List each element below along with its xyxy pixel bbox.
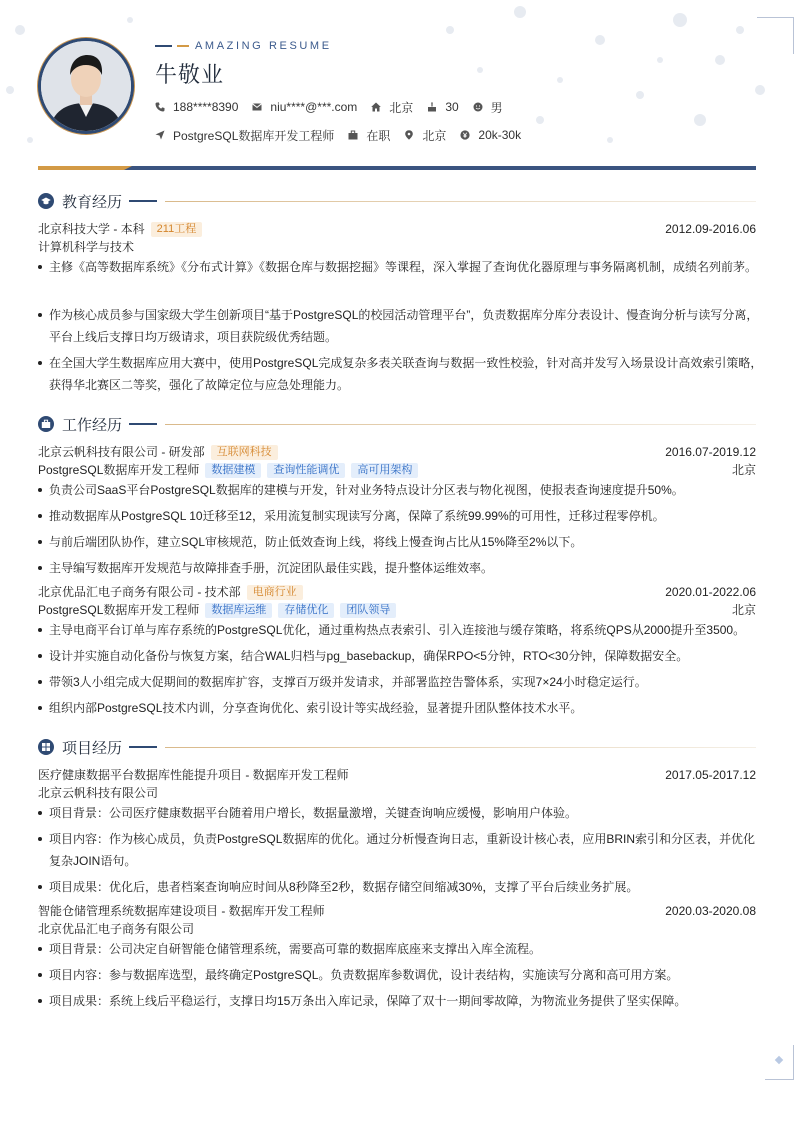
briefcase-icon xyxy=(348,130,358,140)
skill-tag: 数据建模 xyxy=(205,463,261,478)
education-date: 2012.09-2016.06 xyxy=(665,222,756,236)
section-title: 教育经历 xyxy=(62,193,123,211)
project-company: 北京云帆科技有限公司 xyxy=(38,786,159,800)
project-date: 2020.03-2020.08 xyxy=(665,904,756,918)
project-bullet: 项目成果：系统上线后平稳运行，支撑日均15万条出入库记录，保障了双十一期间零故障，为物流业务提供了坚实保障。 xyxy=(38,990,763,1012)
project-bullet: 项目背景：公司医疗健康数据平台随着用户增长，数据量激增，关键查询响应缓慢，影响用户体验。 xyxy=(38,802,763,824)
candidate-name: 牛敬业 xyxy=(155,62,225,87)
industry-tag: 电商行业 xyxy=(247,585,303,600)
work-entry-header xyxy=(38,444,756,460)
home-icon xyxy=(371,102,381,112)
project-bullet: 项目成果：优化后，患者档案查询响应时间从8秒降至2秒，数据存储空间缩减30%，支撑了平台后续业务扩展。 xyxy=(38,876,763,898)
header-divider-accent xyxy=(38,166,132,170)
work-bullet: 主导编写数据库开发规范与故障排查手册，沉淀团队最佳实践，提升整体运维效率。 xyxy=(38,557,763,579)
target-position-item: PostgreSQL数据库开发工程师 xyxy=(155,127,334,144)
project-company: 北京优品汇电子商务有限公司 xyxy=(38,922,195,936)
header-divider xyxy=(124,166,756,170)
work-bullet: 负责公司SaaS平台PostgreSQL数据库的建模与开发，针对业务特点设计分区表与物化视图，使报表查询速度提升50%。 xyxy=(38,479,763,501)
education-bullet: 作为核心成员参与国家级大学生创新项目“基于PostgreSQL的校园活动管理平台”，负责数据库分库分表设计、慢查询分析与读写分离，平台上线后支撑日均万级请求，项目获院级优秀结题。 xyxy=(38,304,763,348)
work-date: 2016.07-2019.12 xyxy=(665,445,756,459)
phone-item: 188****8390 xyxy=(155,100,238,114)
education-bullet: 主修《高等数据库系统》《分布式计算》《数据仓库与数据挖掘》等课程，深入掌握了查询优化器原理与事务隔离机制，成绩名列前茅。 xyxy=(38,256,763,278)
section-title: 工作经历 xyxy=(62,416,123,434)
project-section-header xyxy=(38,737,756,757)
email-item: niu****@***.com xyxy=(252,100,357,114)
face-icon xyxy=(473,102,483,112)
work-entry-header xyxy=(38,584,756,600)
job-status-item: 在职 xyxy=(348,127,390,144)
skill-tag: 数据库运维 xyxy=(205,603,272,618)
send-icon xyxy=(155,130,165,140)
work-bullet: 推动数据库从PostgreSQL 10迁移至12，采用流复制实现读写分离，保障了系统99.99%的可用性，迁移过程零停机。 xyxy=(38,505,763,527)
grid-icon xyxy=(38,739,54,755)
education-bullet: 在全国大学生数据库应用大赛中，使用PostgreSQL完成复杂多表关联查询与数据一致性校验，针对高并发写入场景设计高效索引策略，获得华北赛区二等奖，强化了故障定位与应急处理能力。 xyxy=(38,352,763,396)
graduation-cap-icon xyxy=(38,193,54,209)
major: 计算机科学与技术 xyxy=(38,240,135,254)
work-bullet: 主导电商平台订单与库存系统的PostgreSQL优化，通过重构热点表索引、引入连接池与缓存策略，将系统QPS从2000提升至3500。 xyxy=(38,619,763,641)
job-info-row xyxy=(155,126,535,144)
project-entry-header xyxy=(38,767,756,783)
target-city-item: 北京 xyxy=(404,127,446,144)
hometown-item: 北京 xyxy=(371,99,413,116)
mail-icon xyxy=(252,102,262,112)
work-date: 2020.01-2022.06 xyxy=(665,585,756,599)
project-date: 2017.05-2017.12 xyxy=(665,768,756,782)
project-entry-header xyxy=(38,903,756,919)
work-city: 北京 xyxy=(731,463,756,477)
phone-icon xyxy=(155,102,165,112)
work-role-line xyxy=(38,602,756,618)
company-name: 北京云帆科技有限公司 - 研发部 xyxy=(38,445,205,459)
location-pin-icon xyxy=(404,130,414,140)
school-name: 北京科技大学 - 本科 xyxy=(38,222,145,236)
brand-text: AMAZING RESUME xyxy=(195,40,332,52)
school-tag: 211工程 xyxy=(151,222,203,237)
corner-ornament-top xyxy=(757,17,794,54)
skill-tag: 查询性能调优 xyxy=(267,463,345,478)
skill-tag: 高可用架构 xyxy=(351,463,418,478)
work-role-line xyxy=(38,462,756,478)
industry-tag: 互联网科技 xyxy=(211,445,278,460)
work-bullet: 与前后端团队协作，建立SQL审核规范，防止低效查询上线，将线上慢查询占比从15%降至2%以下。 xyxy=(38,531,763,553)
cake-icon xyxy=(427,102,437,112)
contact-info-row xyxy=(155,98,517,116)
skill-tag: 存储优化 xyxy=(278,603,334,618)
project-bullet: 项目内容：参与数据库选型，最终确定PostgreSQL。负责数据库参数调优，设计表结构，实施读写分离和高可用方案。 xyxy=(38,964,763,986)
project-title: 医疗健康数据平台数据库性能提升项目 - 数据库开发工程师 xyxy=(38,768,349,782)
section-title: 项目经历 xyxy=(62,739,123,757)
salary-item: 20k-30k xyxy=(460,128,521,142)
work-section-header xyxy=(38,414,756,434)
work-city: 北京 xyxy=(731,603,756,617)
work-bullet: 带领3人小组完成大促期间的数据库扩容，支撑百万级并发请求，并部署监控告警体系，实现7×24小时稳定运行。 xyxy=(38,671,763,693)
salary-icon xyxy=(460,130,470,140)
brand-tagline xyxy=(155,39,332,53)
gender-item: 男 xyxy=(473,99,503,116)
skill-tag: 团队领导 xyxy=(340,603,396,618)
project-bullet: 项目内容：作为核心成员，负责PostgreSQL数据库的优化。通过分析慢查询日志，重新设计核心表，应用BRIN索引和分区表，并优化复杂JOIN语句。 xyxy=(38,828,763,872)
project-title: 智能仓储管理系统数据库建设项目 - 数据库开发工程师 xyxy=(38,904,325,918)
job-title: PostgreSQL数据库开发工程师 xyxy=(38,463,200,477)
work-bullet: 设计并实施自动化备份与恢复方案，结合WAL归档与pg_basebackup，确保RPO<5分钟，RTO<30分钟，保障数据安全。 xyxy=(38,645,763,667)
project-bullet: 项目背景：公司决定自研智能仓储管理系统，需要高可靠的数据库底座来支撑出入库全流程。 xyxy=(38,938,763,960)
work-icon xyxy=(38,416,54,432)
company-name: 北京优品汇电子商务有限公司 - 技术部 xyxy=(38,585,241,599)
education-entry xyxy=(38,221,756,237)
job-title: PostgreSQL数据库开发工程师 xyxy=(38,603,200,617)
avatar xyxy=(38,38,134,134)
education-section-header xyxy=(38,191,756,211)
work-bullet: 组织内部PostgreSQL技术内训，分享查询优化、索引设计等实战经验，显著提升团队整体技术水平。 xyxy=(38,697,763,719)
age-item: 30 xyxy=(427,100,458,114)
